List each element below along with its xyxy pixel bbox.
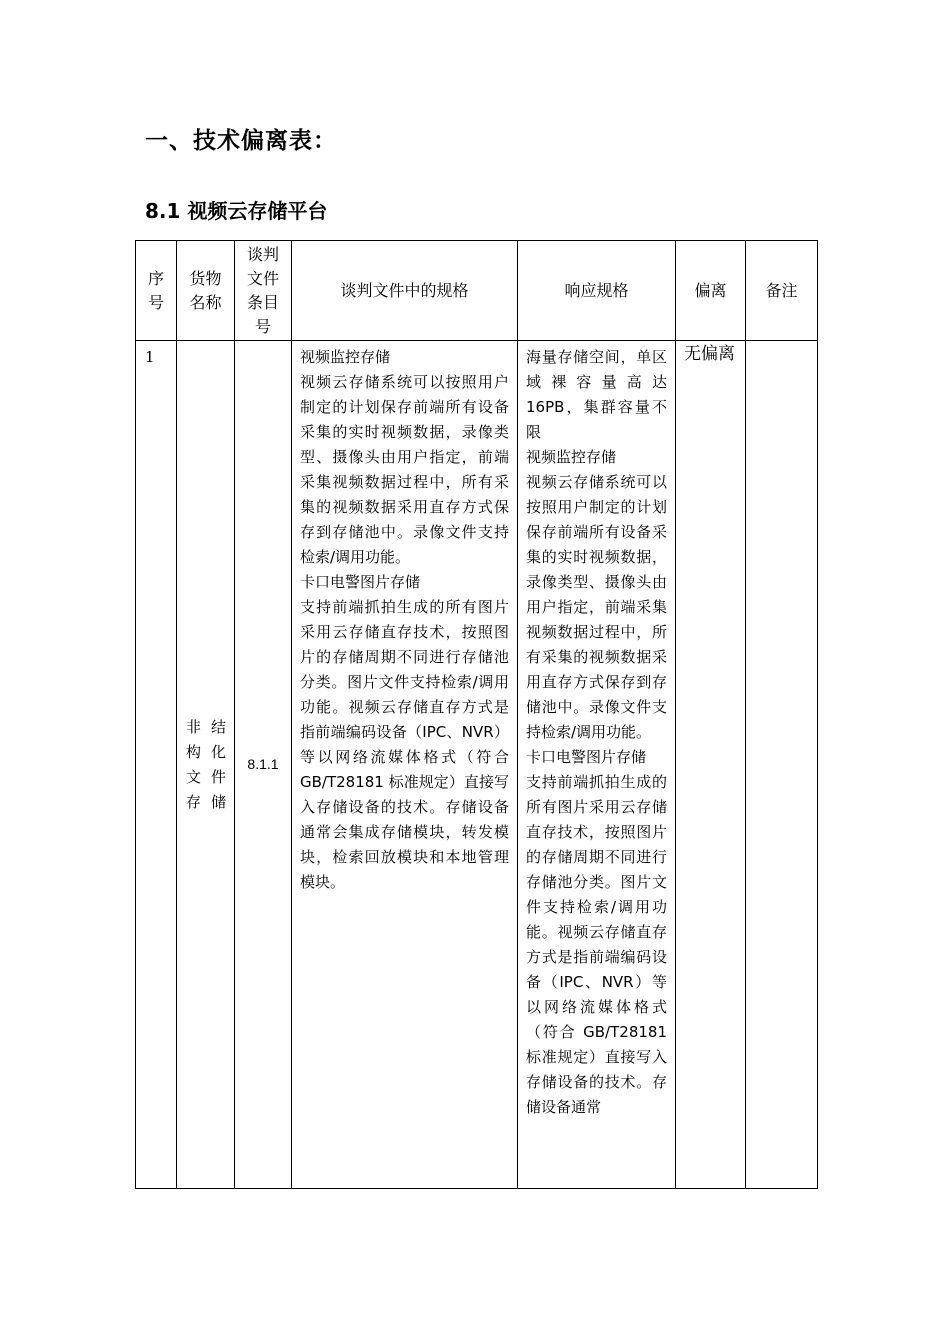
deviation-table	[135, 240, 818, 1189]
table-row	[136, 341, 818, 1189]
spec-para: 视频云存储系统可以按照用户制定的计划保存前端所有设备采集的实时视频数据，录像类型、摄像头由用户指定，前端采集视频数据过程中，所有采集的视频数据采用直存方式保存到存储池中。录像文件支持检索/调用功能。	[300, 373, 509, 566]
header-goods-name: 货物名称	[177, 241, 235, 341]
response-para: 视频云存储系统可以按照用户制定的计划保存前端所有设备采集的实时视频数据，录像类型、摄像头由用户指定，前端采集视频数据过程中，所有采集的视频数据采用直存方式保存到存储池中。录像文件支持检索/调用功能。	[526, 473, 667, 741]
cell-goods-name: 非结构化文件存储	[177, 341, 235, 1189]
cell-deviation: 无偏离	[676, 341, 746, 1189]
spec-para: 支持前端抓拍生成的所有图片采用云存储直存技术，按照图片的存储周期不同进行存储池分类。图片文件支持检索/调用功能。视频云存储直存方式是指前端编码设备（IPC、NVR）等以网络流媒体格式（符合 GB/T28181 标准规定）直接写入存储设备的技术。存储设备通常会集成存储模块，转发模块，检索回放模块和本地管理模块。	[300, 598, 509, 891]
header-seq: 序号	[136, 241, 177, 341]
spec-para: 卡口电警图片存储	[300, 573, 421, 591]
spec-para: 视频监控存储	[300, 348, 391, 366]
header-spec: 谈判文件中的规格	[292, 241, 518, 341]
cell-remark	[746, 341, 818, 1189]
header-response: 响应规格	[518, 241, 676, 341]
table-header-row	[136, 241, 818, 341]
cell-spec	[292, 341, 518, 1189]
header-remark: 备注	[746, 241, 818, 341]
header-deviation: 偏离	[676, 241, 746, 341]
response-para: 海量存储空间，单区域裸容量高达16PB，集群容量不限	[526, 348, 667, 441]
header-clause: 谈判文件条目号	[235, 241, 292, 341]
cell-seq: 1	[136, 341, 177, 1189]
section-heading: 一、技术偏离表：	[145, 128, 337, 154]
response-para: 支持前端抓拍生成的所有图片采用云存储直存技术，按照图片的存储周期不同进行存储池分类。图片文件支持检索/调用功能。视频云存储直存方式是指前端编码设备（IPC、NVR）等以网络流媒体格式（符合 GB/T28181 标准规定）直接写入存储设备的技术。存储设备通常	[526, 773, 667, 1116]
cell-clause: 8.1.1	[235, 341, 292, 1189]
response-para: 卡口电警图片存储	[526, 748, 647, 766]
response-para: 视频监控存储	[526, 448, 617, 466]
subsection-heading: 8.1 视频云存储平台	[145, 199, 328, 223]
cell-response	[518, 341, 676, 1189]
